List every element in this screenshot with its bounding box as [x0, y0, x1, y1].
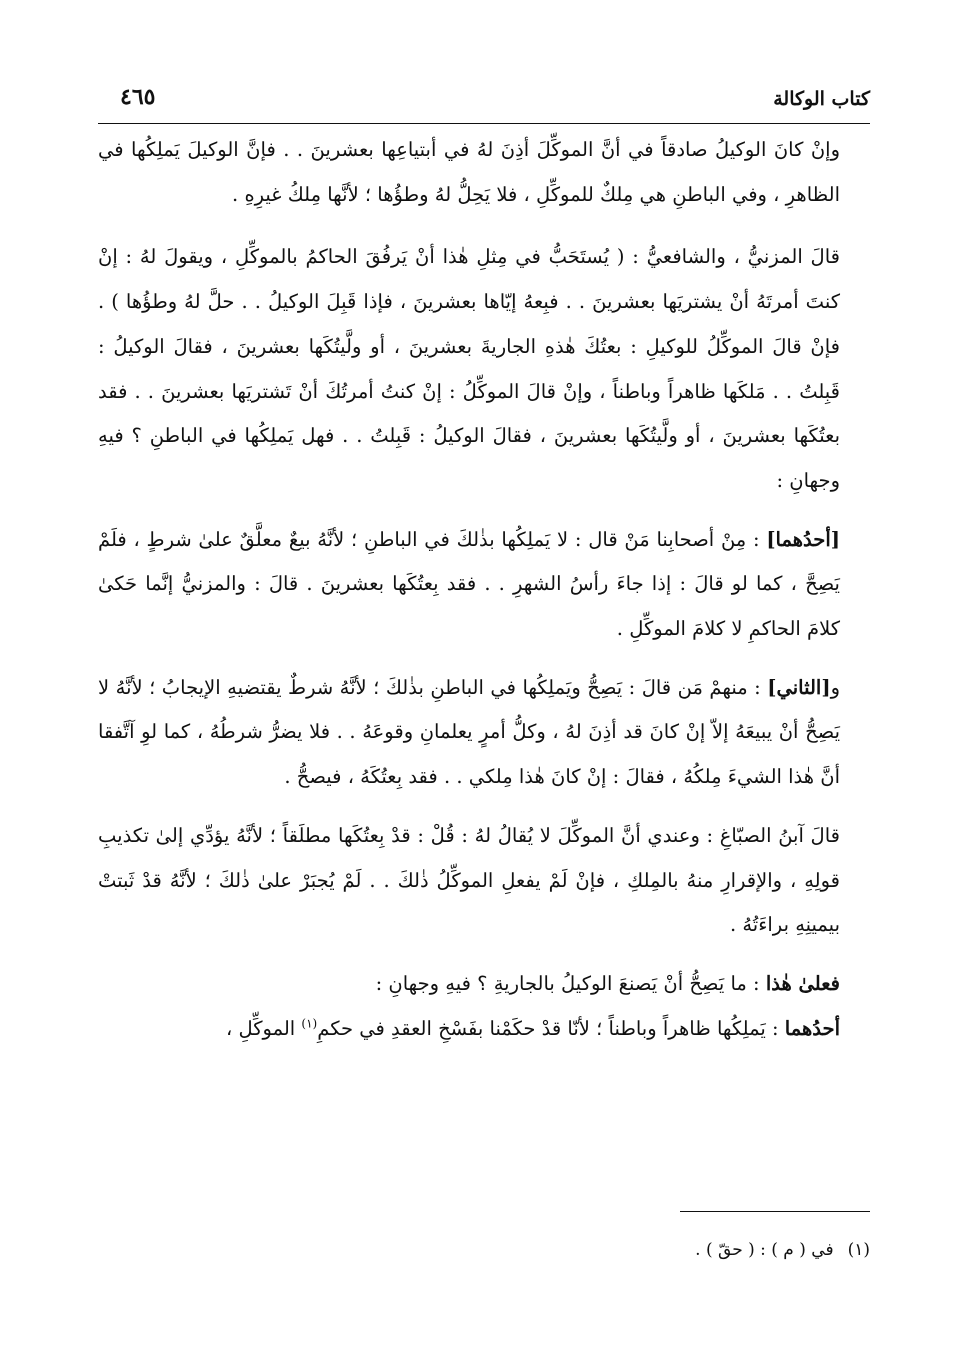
paragraph-4-prefix: و	[830, 675, 840, 699]
paragraph-4-term: [الثاني]	[767, 675, 831, 699]
body-text	[98, 128, 870, 1051]
footnote	[300, 1240, 870, 1260]
paragraph-3-term: [أحدُهما]	[766, 527, 840, 551]
paragraph-7-text-a: : يَملِكُها ظاهراً وباطناً ؛ لأنّا قدْ حكَمْنا بفَسْخِ العقدِ في حكمِ	[317, 1016, 785, 1040]
paragraph-7-term: أحدُهما	[784, 1016, 840, 1040]
paragraph-6-text: : ما يَصِحُّ أنْ يَصنعَ الوكيلُ بالجاريةِ ؟ فيهِ وجهانِ :	[375, 971, 766, 995]
paragraph-7-text-b: الموكِّلِ ،	[225, 1016, 302, 1040]
book-title: كتاب الوكالة	[773, 88, 870, 110]
paragraph-4-text: : منهمْ مَن قالَ : يَصِحُّ ويَملِكُها في الباطنِ بذٰلكَ ؛ لأنَّهُ شرطٌ يقتضيهِ الإيجابُ ؛ لأنَّهُ لا يَصِحُّ أنْ يبيعَهُ إلاّ إنْ كانَ قد أذِنَ لهُ ، وكلُّ أمرٍ يعلمانِ وقوعَهُ . . فلا يضرُّ شرطُهُ ، كما لوِ آتَّفقا أنَّ هٰذا الشيءَ مِلكُهُ ، فقالَ : إنْ كانَ هٰذا مِلكي . . فقد بِعتُكَهُ ، فيصحُّ .	[98, 675, 840, 789]
paragraph-7	[98, 1007, 870, 1052]
paragraph-2-text: قالَ المزنيُّ ، والشافعيُّ : ( يُستَحَبُّ في مِثلِ هٰذا أنْ يَرفُقَ الحاكمُ بالموكِّلِ ، ويقولَ لهُ : إنْ كنتَ أمرتَهُ أنْ يشتريَها بعشرينَ . . فبِعهُ إيّاها بعشرينَ ، فإذا قَبِلَ الوكيلُ . . حلَّ لهُ وطؤُها ) . فإنْ قالَ الموكِّلُ للوكيلِ : بعتُكَ هٰذهِ الجاريةَ بعشرينَ ، أو ولَّيتُكَها بعشرينَ ، فقالَ الوكيلُ : قَبِلتُ . . مَلكَها ظاهراً وباطناً ، وإنْ قالَ الموكِّلُ : إنْ كنتُ أمرتُكَ أنْ تَشتريَها بعشرينَ . . فقد بعتُكَها بعشرينَ ، أو ولَّيتُكَها بعشرينَ ، فقالَ الوكيلُ : قَبِلتُ . . فهل يَملِكُها في الباطنِ ؟ فيهِ وجهانِ :	[98, 245, 840, 492]
paragraph-6	[98, 962, 870, 1007]
page-number: ٤٦٥	[120, 84, 156, 110]
paragraph-3-text: : مِنْ أصحابِنا مَنْ قال : لا يَملِكُها بذٰلكَ في الباطنِ ؛ لأنَّهُ بيعٌ معلَّقٌ علىٰ شرطٍ ، فلَمْ يَصِحَّ ، كما لو قالَ : إذا جاءَ رأسُ الشهرِ . . فقد بِعتُكَها بعشرينَ . قالَ : والمزنيُّ إنَّما حَكىٰ كلامَ الحاكمِ لا كلامَ الموكِّلِ .	[98, 527, 840, 641]
paragraph-3	[98, 518, 870, 652]
paragraph-1	[98, 128, 870, 217]
header-divider	[98, 123, 870, 124]
paragraph-4	[98, 666, 870, 800]
footnote-number: (١)	[847, 1240, 870, 1260]
paragraph-5	[98, 814, 870, 948]
footnote-divider	[680, 1211, 870, 1212]
page-header	[98, 84, 870, 118]
paragraph-2	[98, 235, 870, 503]
paragraph-6-term: فعلىٰ هٰذا	[765, 971, 840, 995]
paragraph-5-text: قالَ آبنُ الصبّاغِ : وعندي أنَّ الموكِّلَ لا يُقالُ لهُ : قُلْ : قدْ بِعتُكَها مطلَقاً ؛ لأنَّهُ يؤدِّي إلىٰ تكذيبِ قولِهِ ، والإقرارِ منهُ بالمِلكِ ، فإنْ لَمْ يفعلِ الموكِّلُ ذٰلكَ . . لَمْ يُجبَرْ علىٰ ذٰلكَ ؛ لأنَّهُ قدْ ثَبتتْ بيمينِهِ براءَتُهُ .	[98, 823, 840, 937]
footnote-reference[interactable]: (١)	[301, 1016, 318, 1031]
footnote-text: في ( م ) : ( حقّ ) .	[695, 1240, 834, 1260]
paragraph-1-text: وإنْ كانَ الوكيلُ صادقاً في أنَّ الموكِّلَ أذِنَ لهُ في أبتياعِها بعشرينَ . . فإنَّ الوكيلَ يَملِكُها في الظاهرِ ، وفي الباطنِ هي مِلكٌ للموكِّلِ ، فلا يَحِلُّ لهُ وطؤُها ؛ لأنَّها مِلكُ غيرِهِ .	[98, 138, 840, 206]
